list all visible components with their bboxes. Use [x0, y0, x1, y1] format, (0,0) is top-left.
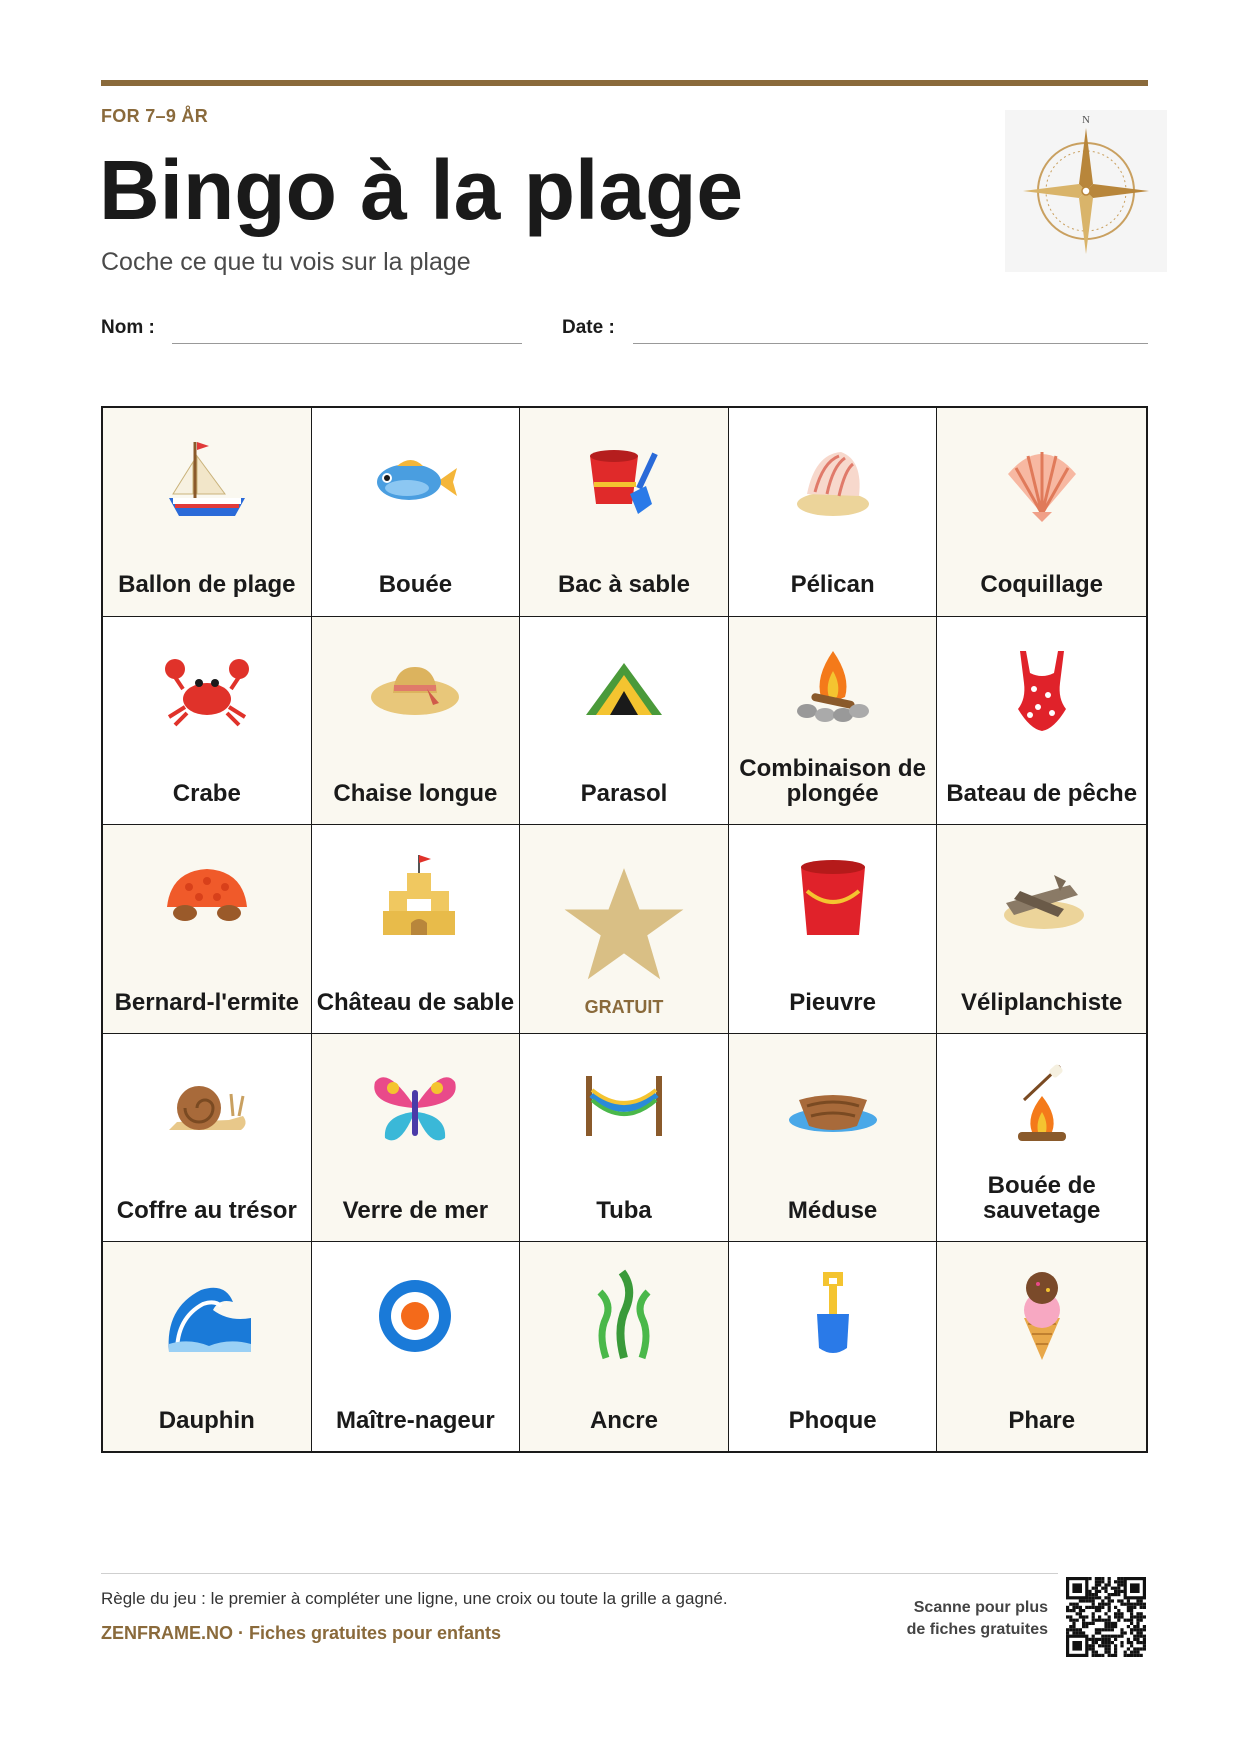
marshmallow-fire-icon	[994, 1060, 1090, 1156]
sailboat-icon	[159, 434, 255, 530]
page-title: Bingo à la plage	[99, 143, 744, 237]
bingo-grid	[101, 406, 1148, 1453]
cell-label: Parasol	[580, 780, 668, 807]
cell-label: Maître-nageur	[336, 1406, 495, 1434]
date-field[interactable]	[633, 343, 1148, 344]
bingo-cell[interactable]	[103, 825, 312, 1034]
bingo-cell[interactable]	[729, 825, 938, 1034]
snail-icon	[159, 1060, 255, 1156]
scallop-shell-icon	[994, 434, 1090, 530]
bingo-cell[interactable]	[520, 1242, 729, 1451]
header-rule	[101, 80, 1148, 86]
cell-label: Chaise longue	[333, 780, 498, 807]
cell-label: Bernard-l'ermite	[114, 988, 300, 1016]
bingo-cell[interactable]	[312, 408, 521, 617]
bingo-cell[interactable]	[103, 1034, 312, 1243]
page-subtitle: Coche ce que tu vois sur la plage	[101, 248, 471, 276]
butterfly-icon	[367, 1060, 463, 1156]
bingo-cell[interactable]	[312, 825, 521, 1034]
sandcastle-icon	[367, 851, 463, 947]
name-field[interactable]	[172, 343, 522, 344]
cell-label: Méduse	[787, 1197, 878, 1225]
cell-label: Château de sable	[316, 988, 515, 1016]
wave-icon	[159, 1268, 255, 1364]
cell-label: Véliplanchiste	[961, 988, 1123, 1016]
free-label: GRATUIT	[584, 996, 664, 1017]
cell-label: Tuba	[596, 1197, 652, 1225]
swimsuit-icon	[994, 643, 1090, 739]
cell-label: Bouée de sauvetage	[982, 1172, 1101, 1225]
bingo-cell[interactable]	[312, 1034, 521, 1243]
bingo-cell[interactable]	[103, 1242, 312, 1451]
cell-label: Dauphin	[158, 1406, 255, 1434]
campfire-icon	[785, 643, 881, 739]
seaweed-icon	[576, 1268, 672, 1364]
bingo-cell[interactable]	[312, 1242, 521, 1451]
red-bucket-icon	[785, 851, 881, 947]
bingo-cell[interactable]	[520, 617, 729, 826]
bingo-cell[interactable]	[729, 617, 938, 826]
cell-label: Crabe	[172, 780, 241, 807]
name-label: Nom :	[101, 317, 155, 338]
seashell-sand-icon	[785, 434, 881, 530]
bingo-cell[interactable]	[937, 1242, 1146, 1451]
ice-cream-icon	[994, 1268, 1090, 1364]
footer-divider	[101, 1573, 1058, 1574]
cell-label: Pieuvre	[789, 988, 876, 1016]
bingo-cell[interactable]	[520, 1034, 729, 1243]
bingo-cell[interactable]	[937, 617, 1146, 826]
cell-label: Combinaison de plongée	[739, 754, 926, 807]
cell-label: Bouée	[378, 571, 453, 599]
brand-line[interactable]: ZENFRAME.NO · Fiches gratuites pour enfants	[101, 1623, 502, 1643]
free-cell[interactable]	[520, 825, 729, 1034]
shovel-icon	[785, 1268, 881, 1364]
fish-icon	[367, 434, 463, 530]
bingo-cell[interactable]	[103, 408, 312, 617]
tent-icon	[576, 643, 672, 739]
compass-north-label: N	[1082, 114, 1090, 126]
compass-rose-icon	[1005, 110, 1167, 272]
driftwood-icon	[994, 851, 1090, 947]
bingo-cell[interactable]	[729, 1034, 938, 1243]
crab-icon	[159, 643, 255, 739]
scan-line-2: de fiches gratuites	[906, 1620, 1048, 1638]
sea-urchin-icon	[159, 851, 255, 947]
cell-label: Verre de mer	[342, 1197, 489, 1225]
bingo-cell[interactable]	[729, 1242, 938, 1451]
cell-label: Phoque	[788, 1406, 877, 1434]
rowboat-icon	[785, 1060, 881, 1156]
bingo-cell[interactable]	[520, 408, 729, 617]
cell-label: Bateau de pêche	[946, 780, 1138, 807]
bingo-cell[interactable]	[729, 408, 938, 617]
bingo-cell[interactable]	[103, 617, 312, 826]
cell-label: Phare	[1008, 1406, 1076, 1434]
scan-text	[907, 1597, 1048, 1640]
bingo-cell[interactable]	[312, 617, 521, 826]
scan-line-1: Scanne pour plus	[913, 1599, 1048, 1616]
bingo-cell[interactable]	[937, 1034, 1146, 1243]
cell-label: Coquillage	[980, 571, 1104, 599]
cell-label: Ballon de plage	[118, 571, 296, 599]
star-icon	[562, 863, 686, 987]
qr-code-icon[interactable]	[1066, 1577, 1146, 1657]
cell-label: Bac à sable	[557, 571, 691, 599]
cell-label: Ancre	[589, 1406, 658, 1434]
bingo-cell[interactable]	[937, 825, 1146, 1034]
sun-hat-icon	[367, 643, 463, 739]
lifebuoy-icon	[367, 1268, 463, 1364]
bucket-spade-icon	[576, 434, 672, 530]
age-badge: FOR 7–9 ÅR	[101, 106, 209, 126]
hammock-icon	[576, 1060, 672, 1156]
cell-label: Coffre au trésor	[116, 1197, 297, 1225]
bingo-cell[interactable]	[937, 408, 1146, 617]
cell-label: Pélican	[790, 571, 875, 599]
date-label: Date :	[562, 317, 615, 338]
game-rule: Règle du jeu : le premier à compléter une ligne, une croix ou toute la grille a gagné.	[101, 1589, 728, 1608]
